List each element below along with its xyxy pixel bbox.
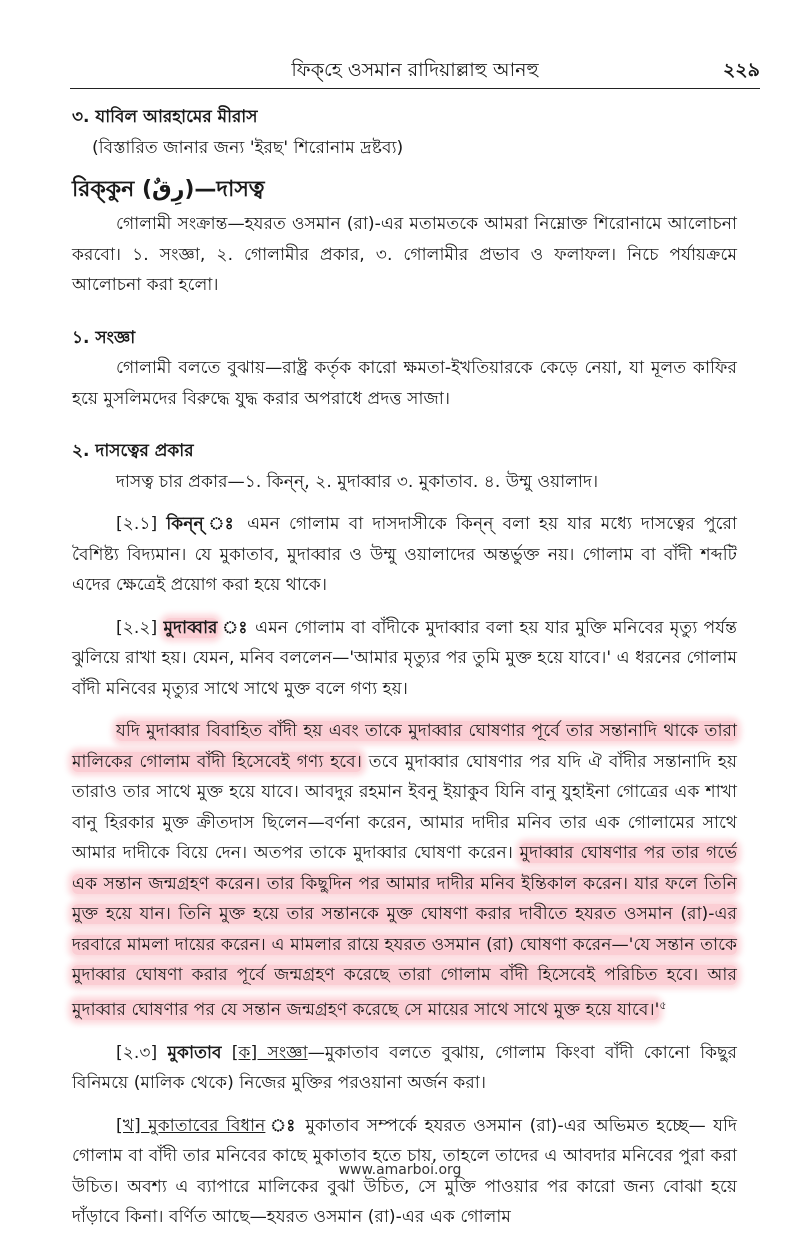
page-number: ২২৯ xyxy=(722,59,760,81)
chapter-intro: গোলামী সংক্রান্ত—হযরত ওসমান (রা)-এর মতামতকে আমরা নিম্নোক্ত শিরোনামে আলোচনা করবো। ১. সংজ্ঞা, ২. গোলামীর প্রকার, ৩. গোলামীর প্রভাব ও ফলাফল। নিচে পর্যায়ক্রমে আলোচনা করা হলো। xyxy=(72,214,737,295)
qinn-paragraph xyxy=(72,509,737,601)
mukatab-rule-text: মুকাতাব সম্পর্কে হযরত ওসমান (রা)-এর অভিমত হচ্ছে— যদি গোলাম বা বাঁদী তার মনিবের কাছে মুকাতাব হতে চায়, তাহলে তাদের এ আবদার মনিবের পুরা করা উচিত। অবশ্য এ ব্যাপারে মালিকের বুঝা উচিত, সে মুক্তি পাওয়ার পর কারো জন্য বোঝা হয়ে দাঁড়াবে কিনা। বর্ণিত আছে—হযরত ওসমান (রা)-এর এক গোলাম xyxy=(72,1115,737,1228)
definition-text: গোলামী বলতে বুঝায়—রাষ্ট্র কর্তৃক কারো ক্ষমতা-ইখতিয়ারকে কেড়ে নেয়া, যা মূলত কাফির হয়ে মুসলিমদের বিরুদ্ধে যুদ্ধ করার অপরাধে প্রদত্ত সাজা। xyxy=(72,358,737,409)
mudabbar-narration xyxy=(72,716,737,1026)
narration-text: তবে মুদাব্বার ঘোষণার পর যদি ঐ বাঁদীর সন্তানাদি হয় তারাও তার সাথে মুক্ত হয়ে যাবে। আবদুর রহমান ইবনু ইয়াকুব যিনি বানু যুহাইনা গোত্রের এক শাখা বানু হিরকার মুক্ত ক্রীতদাস ছিলেন—বর্ণনা করেন, আমার দাদীর মনিব তার এক গোলামের সাথে আমার দাদীকে বিয়ে দেন। অতপর তাকে মুদাব্বার ঘোষণা করেন। xyxy=(72,751,737,863)
mudabbar-text: এমন গোলাম বা বাঁদীকে মুদাব্বার বলা হয় যার মুক্তি মনিবের মৃত্যু পর্যন্ত ঝুলিয়ে রাখা হয়। যেমন, মনিব বললেন—'আমার মৃত্যুর পর তুমি মুক্ত হয়ে যাবে।' এ ধরনের গোলাম বাঁদী মনিবের মৃত্যুর সাথে সাথে মুক্ত বলে গণ্য হয়। xyxy=(72,617,737,699)
mudabbar-separator: ঃ xyxy=(217,617,256,638)
mukatab-sub-b: [খ] মুকাতাবের বিধান xyxy=(116,1115,266,1136)
mudabbar-term: মুদাব্বার xyxy=(163,617,218,638)
mukatab-sub-a: [ক] সংজ্ঞা xyxy=(231,1042,308,1063)
mukatab-text: —মুকাতাব বলতে বুঝায়, গোলাম কিংবা বাঁদী কোনো কিছুর বিনিময়ে (মালিক থেকে) নিজের মুক্তির পরওয়ানা অর্জন করা। xyxy=(72,1042,738,1094)
mukatab-number: [২.৩] xyxy=(116,1042,158,1063)
mukatab-sub-b-separator: ঃ xyxy=(265,1115,306,1136)
types-text: দাসত্ব চার প্রকার—১. কিন্ন্‌, ২. মুদাব্বার ৩. মুকাতাব. ৪. উম্মু ওয়ালাদ। xyxy=(116,471,599,492)
page-body xyxy=(72,92,737,1233)
highlight-2: মুদাব্বার ঘোষণার পর তার গর্ভে এক সন্তান জন্মগ্রহণ করেন। তার কিছুদিন পর আমার দাদীর মনিব ইন্তিকাল করেন। যার ফলে তিনি মুক্ত হয়ে যান। তিনি মুক্ত হয়ে তার সন্তানকে মুক্ত ঘোষণা করার দাবীতে হযরত ওসমান (রা)-এর দরবারে মামলা দায়ের করেন। এ মামলার রায়ে হযরত ওসমান (রা) ঘোষণা করেন—'যে সন্তান তাকে মুদাব্বার ঘোষণা করার পূর্বে জন্মগ্রহণ করেছে তারা গোলাম বাঁদী হিসেবেই পরিচিত হবে। আর মুদাব্বার ঘোষণার পর যে সন্তান জন্মগ্রহণ করেছে সে মায়ের সাথে সাথে মুক্ত হয়ে যাবে।' xyxy=(72,843,738,1021)
types-heading: ২. দাসত্বের প্রকার xyxy=(72,441,194,461)
definition-heading: ১. সংজ্ঞা xyxy=(72,327,136,348)
qinn-text: এমন গোলাম বা দাসদাসীকে কিন্ন্‌ বলা হয় যার মধ্যে দাসত্বের পুরো বৈশিষ্ট্য বিদ্যমান। যে মুকাতাব, মুদাব্বার ও উম্মু ওয়ালাদের অন্তর্ভুক্ত নয়। গোলাম বা বাঁদী শব্দটি এদের ক্ষেত্রেই প্রয়োগ করা হয়ে থাকে। xyxy=(72,514,737,595)
mudabbar-paragraph xyxy=(72,613,737,705)
mukatab-term: মুকাতাব xyxy=(167,1042,222,1063)
mudabbar-number: [২.২] xyxy=(116,617,158,638)
section-heading-3: ৩. যাবিল আরহামের মীরাস xyxy=(72,107,258,127)
header-rule xyxy=(70,88,760,89)
qinn-separator: ঃ xyxy=(203,514,248,534)
qinn-term: কিন্ন্‌ xyxy=(166,514,204,534)
running-title: ফিক্‌হে ওসমান রাদিয়াল্লাহু আনহু xyxy=(291,59,539,81)
qinn-number: [২.১] xyxy=(116,514,158,534)
footnote-marker: ৫ xyxy=(659,998,667,1012)
highlight-1: যদি মুদাব্বার বিবাহিত বাঁদী হয় এবং তাকে মুদাব্বার ঘোষণার পূর্বে তার সন্তানাদি থাকে তারা মালিকের গোলাম বাঁদী হিসেবেই গণ্য হবে। xyxy=(72,721,737,772)
site-footer: www.amarboi.org xyxy=(338,1162,462,1178)
mukatab-paragraph xyxy=(72,1038,737,1099)
chapter-heading: রিক্‌কুন (رِقٌ)—দাসত্ব xyxy=(72,177,265,202)
page-header xyxy=(70,52,760,88)
section-note: (বিস্তারিত জানার জন্য 'ইরছ' শিরোনাম দ্রষ্টব্য) xyxy=(92,137,404,158)
